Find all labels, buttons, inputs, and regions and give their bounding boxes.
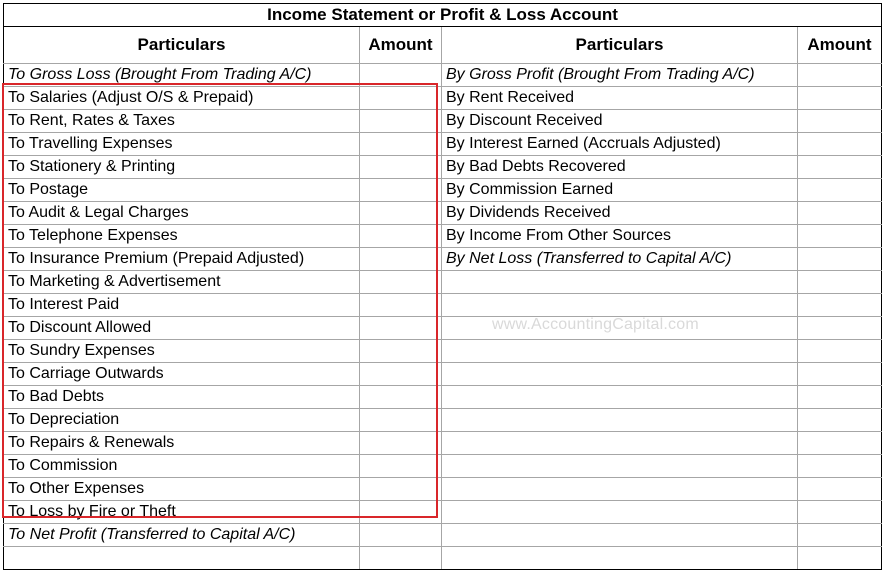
right-amount-cell [798, 225, 882, 248]
table-row [4, 202, 882, 225]
left-particulars-cell: To Audit & Legal Charges [4, 202, 360, 225]
left-amount-cell [360, 294, 442, 317]
table-row [4, 133, 882, 156]
right-particulars-cell: By Income From Other Sources [442, 225, 798, 248]
right-amount-cell [798, 271, 882, 294]
right-amount-cell [798, 133, 882, 156]
left-particulars-cell: To Stationery & Printing [4, 156, 360, 179]
right-particulars-cell [442, 363, 798, 386]
left-amount-cell [360, 386, 442, 409]
table-row [4, 386, 882, 409]
left-particulars-cell: To Travelling Expenses [4, 133, 360, 156]
table-row [4, 317, 882, 340]
left-particulars-cell: To Interest Paid [4, 294, 360, 317]
left-amount-cell [360, 179, 442, 202]
right-particulars-cell: By Gross Profit (Brought From Trading A/C) [442, 64, 798, 87]
right-particulars-cell [442, 455, 798, 478]
left-particulars-cell: To Loss by Fire or Theft [4, 501, 360, 524]
left-particulars-cell: To Rent, Rates & Taxes [4, 110, 360, 133]
right-particulars-cell: By Bad Debts Recovered [442, 156, 798, 179]
table-row [4, 248, 882, 271]
left-particulars-cell: To Sundry Expenses [4, 340, 360, 363]
left-amount-cell [360, 409, 442, 432]
right-particulars-cell [442, 294, 798, 317]
right-amount-cell [798, 386, 882, 409]
left-particulars-cell: To Repairs & Renewals [4, 432, 360, 455]
table-row [4, 156, 882, 179]
right-particulars-cell [442, 478, 798, 501]
left-amount-header: Amount [360, 27, 442, 64]
right-amount-cell [798, 455, 882, 478]
left-particulars-cell: To Marketing & Advertisement [4, 271, 360, 294]
right-amount-cell [798, 432, 882, 455]
left-amount-cell [360, 225, 442, 248]
table-row [4, 455, 882, 478]
right-particulars-cell: By Discount Received [442, 110, 798, 133]
table-row [4, 64, 882, 87]
right-amount-cell [798, 179, 882, 202]
table-row [4, 524, 882, 547]
left-amount-cell [360, 455, 442, 478]
left-amount-cell [360, 478, 442, 501]
left-particulars-cell [4, 547, 360, 570]
table-row [4, 340, 882, 363]
left-amount-cell [360, 64, 442, 87]
right-particulars-cell [442, 432, 798, 455]
right-particulars-cell [442, 501, 798, 524]
table-row [4, 478, 882, 501]
table-row [4, 271, 882, 294]
right-particulars-cell: By Commission Earned [442, 179, 798, 202]
left-amount-cell [360, 248, 442, 271]
right-amount-cell [798, 248, 882, 271]
right-particulars-cell [442, 386, 798, 409]
right-particulars-cell: By Net Loss (Transferred to Capital A/C) [442, 248, 798, 271]
right-amount-cell [798, 64, 882, 87]
table-row [4, 363, 882, 386]
right-amount-cell [798, 524, 882, 547]
left-amount-cell [360, 271, 442, 294]
left-particulars-cell: To Bad Debts [4, 386, 360, 409]
right-particulars-cell [442, 271, 798, 294]
right-amount-cell [798, 87, 882, 110]
left-amount-cell [360, 501, 442, 524]
left-particulars-cell: To Insurance Premium (Prepaid Adjusted) [4, 248, 360, 271]
table-row [4, 547, 882, 570]
left-particulars-cell: To Carriage Outwards [4, 363, 360, 386]
right-particulars-cell [442, 340, 798, 363]
right-amount-cell [798, 478, 882, 501]
income-statement-table [3, 3, 882, 570]
left-particulars-cell: To Depreciation [4, 409, 360, 432]
left-amount-cell [360, 524, 442, 547]
right-amount-cell [798, 294, 882, 317]
watermark-text: www.AccountingCapital.com [492, 316, 699, 333]
right-amount-cell [798, 202, 882, 225]
right-amount-cell [798, 501, 882, 524]
right-particulars-cell: By Dividends Received [442, 202, 798, 225]
right-particulars-cell [442, 409, 798, 432]
left-amount-cell [360, 133, 442, 156]
left-amount-cell [360, 363, 442, 386]
table-row [4, 87, 882, 110]
left-particulars-cell: To Postage [4, 179, 360, 202]
left-amount-cell [360, 317, 442, 340]
left-particulars-cell: To Net Profit (Transferred to Capital A/C) [4, 524, 360, 547]
right-amount-cell [798, 409, 882, 432]
table-row [4, 432, 882, 455]
table-row [4, 294, 882, 317]
table-row [4, 110, 882, 133]
left-amount-cell [360, 432, 442, 455]
table-title: Income Statement or Profit & Loss Account [4, 4, 882, 27]
right-amount-cell [798, 363, 882, 386]
left-particulars-cell: To Gross Loss (Brought From Trading A/C) [4, 64, 360, 87]
left-amount-cell [360, 547, 442, 570]
right-particulars-cell [442, 547, 798, 570]
left-amount-cell [360, 156, 442, 179]
left-particulars-cell: To Telephone Expenses [4, 225, 360, 248]
table-row [4, 225, 882, 248]
right-particulars-cell: By Interest Earned (Accruals Adjusted) [442, 133, 798, 156]
right-amount-cell [798, 110, 882, 133]
left-amount-cell [360, 340, 442, 363]
right-amount-cell [798, 547, 882, 570]
left-particulars-cell: To Commission [4, 455, 360, 478]
right-amount-cell [798, 340, 882, 363]
right-amount-header: Amount [798, 27, 882, 64]
left-particulars-cell: To Discount Allowed [4, 317, 360, 340]
left-particulars-cell: To Salaries (Adjust O/S & Prepaid) [4, 87, 360, 110]
left-particulars-cell: To Other Expenses [4, 478, 360, 501]
right-particulars-cell [442, 524, 798, 547]
table-row [4, 409, 882, 432]
table-row [4, 501, 882, 524]
right-particulars-cell: By Rent Received [442, 87, 798, 110]
right-particulars-header: Particulars [442, 27, 798, 64]
table-row [4, 179, 882, 202]
left-amount-cell [360, 202, 442, 225]
left-particulars-header: Particulars [4, 27, 360, 64]
right-amount-cell [798, 317, 882, 340]
left-amount-cell [360, 87, 442, 110]
right-amount-cell [798, 156, 882, 179]
left-amount-cell [360, 110, 442, 133]
